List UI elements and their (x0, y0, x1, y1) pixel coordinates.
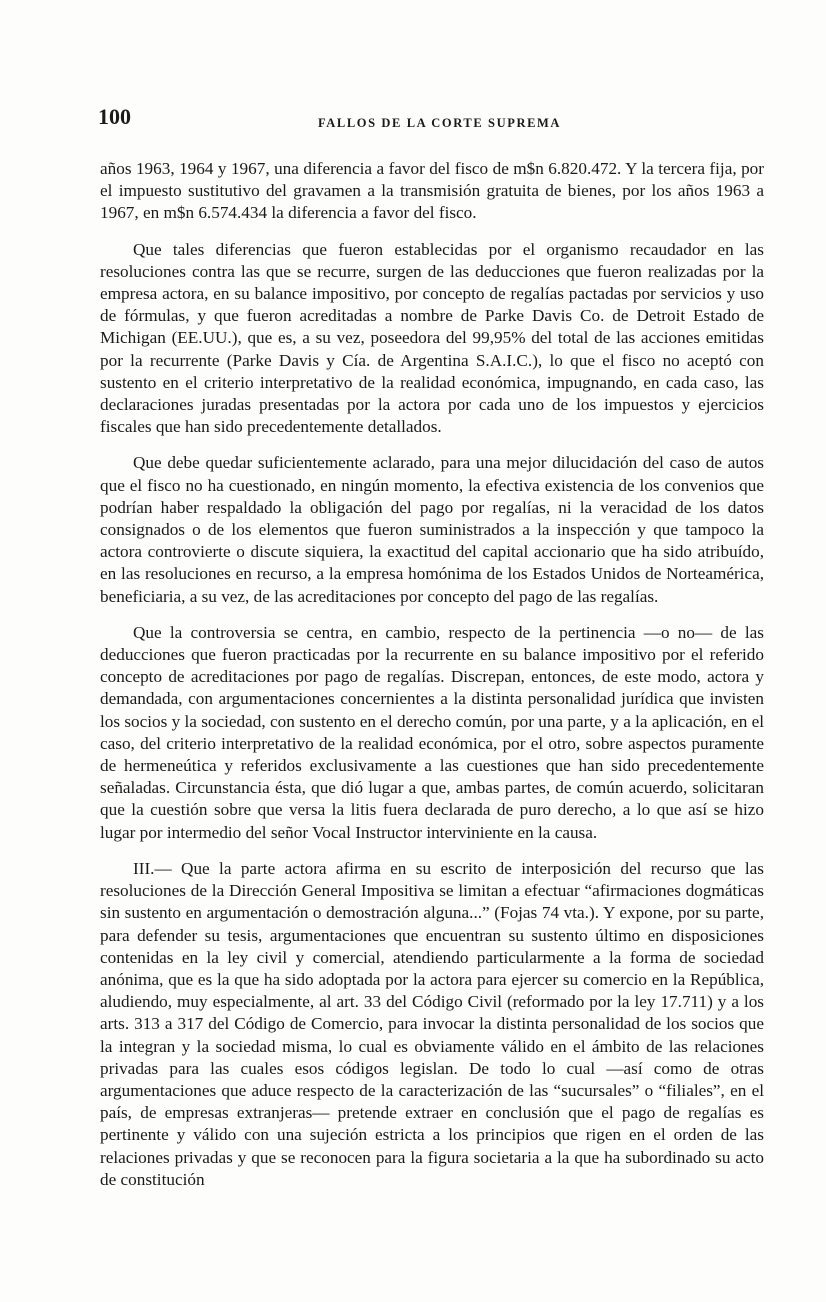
page-header (98, 104, 762, 130)
body-text (100, 158, 764, 1205)
paragraph: Que debe quedar suficientemente aclarado, para una mejor dilucidación del caso de autos que el fisco no ha cuestionado, en ningún momento, la efectiva existencia de los convenios que podrían haber respaldado la obligación del pago por regalías, ni la veracidad de los datos consignados o de los elementos que fueron suministrados a la inspección y que tampoco la actora controvierte o discute siquiera, la exactitud del capital accionario que ha sido atribuído, en las resoluciones en recurso, a la empresa homónima de los Estados Unidos de Norteamérica, beneficiaria, a su vez, de las acreditaciones por concepto del pago de las regalías. (100, 453, 764, 606)
paragraph: años 1963, 1964 y 1967, una diferencia a favor del fisco de m$n 6.820.472. Y la tercera fija, por el impuesto sustitutivo del gravamen a la transmisión gratuita de bienes, por los años 1963 a 1967, en m$n 6.574.434 la diferencia a favor del fisco. (100, 159, 764, 223)
page-number: 100 (98, 104, 131, 129)
running-title: FALLOS DE LA CORTE SUPREMA (318, 116, 562, 130)
paragraph: Que tales diferencias que fueron establecidas por el organismo recaudador en las resoluciones contra las que se recurre, surgen de las deducciones que fueron realizadas por la empresa actora, en su balance impositivo, por concepto de regalías pactadas por servicios y uso de fórmulas, y que fueron acreditadas a nombre de Parke Davis Co. de Detroit Estado de Michigan (EE.UU.), que es, a su vez, poseedora del 99,95% del total de las acciones emitidas por la recurrente (Parke Davis y Cía. de Argentina S.A.I.C.), lo que el fisco no aceptó con sustento en el criterio interpretativo de la realidad económica, impugnando, en cada caso, las declaraciones juradas presentadas por la actora por cada uno de los impuestos y ejercicios fiscales que han sido precedentemente detallados. (100, 239, 764, 437)
paragraph: Que la controversia se centra, en cambio, respecto de la pertinencia —o no— de las deducciones que fueron practicadas por la recurrente en su balance impositivo por el referido concepto de acreditaciones por pago de regalías. Discrepan, entonces, de este modo, actora y demandada, con argumentaciones concernientes a la distinta personalidad jurídica que invisten los socios y la sociedad, con sustento en el derecho común, por una parte, y a la aplicación, en el caso, del criterio interpretativo de la realidad económica, por el otro, sobre aspectos puramente de hermeneútica y referidos exclusivamente a las cuestiones que han sido precedentemente señaladas. Circunstancia ésta, que dió lugar a que, ambas partes, de común acuerdo, solicitaran que la cuestión sobre que versa la litis fuera declarada de puro derecho, a lo que así se hizo lugar por intermedio del señor Vocal Instructor interviniente en la causa. (100, 622, 764, 842)
paragraph: III.— Que la parte actora afirma en su escrito de interposición del recurso que las resoluciones de la Dirección General Impositiva se limitan a efectuar “afirmaciones dogmáticas sin sustento en argumentación o demostración alguna...” (Fojas 74 vta.). Y expone, por su parte, para defender su tesis, argumentaciones que encuentran su sustento último en disposiciones contenidas en la ley civil y comercial, atendiendo particularmente a la forma de sociedad anónima, que es la que ha sido adoptada por la actora para ejercer su comercio en la República, aludiendo, muy especialmente, al art. 33 del Código Civil (reformado por la ley 17.711) y a los arts. 313 a 317 del Código de Comercio, para invocar la distinta personalidad de los socios que la integran y la sociedad misma, lo cual es obviamente válido en el ámbito de las relaciones privadas para las cuales esos códigos legislan. De todo lo cual —así como de otras argumentaciones que aduce respecto de la caracterización de las “sucursales” o “filiales”, en el país, de empresas extranjeras— pretende extraer en conclusión que el pago de regalías es pertinente y válido con una sujeción estricta a los principios que rigen en el orden de las relaciones privadas y que se reconocen para la figura societaria a la que ha subordinado su acto de constitución (100, 858, 764, 1189)
